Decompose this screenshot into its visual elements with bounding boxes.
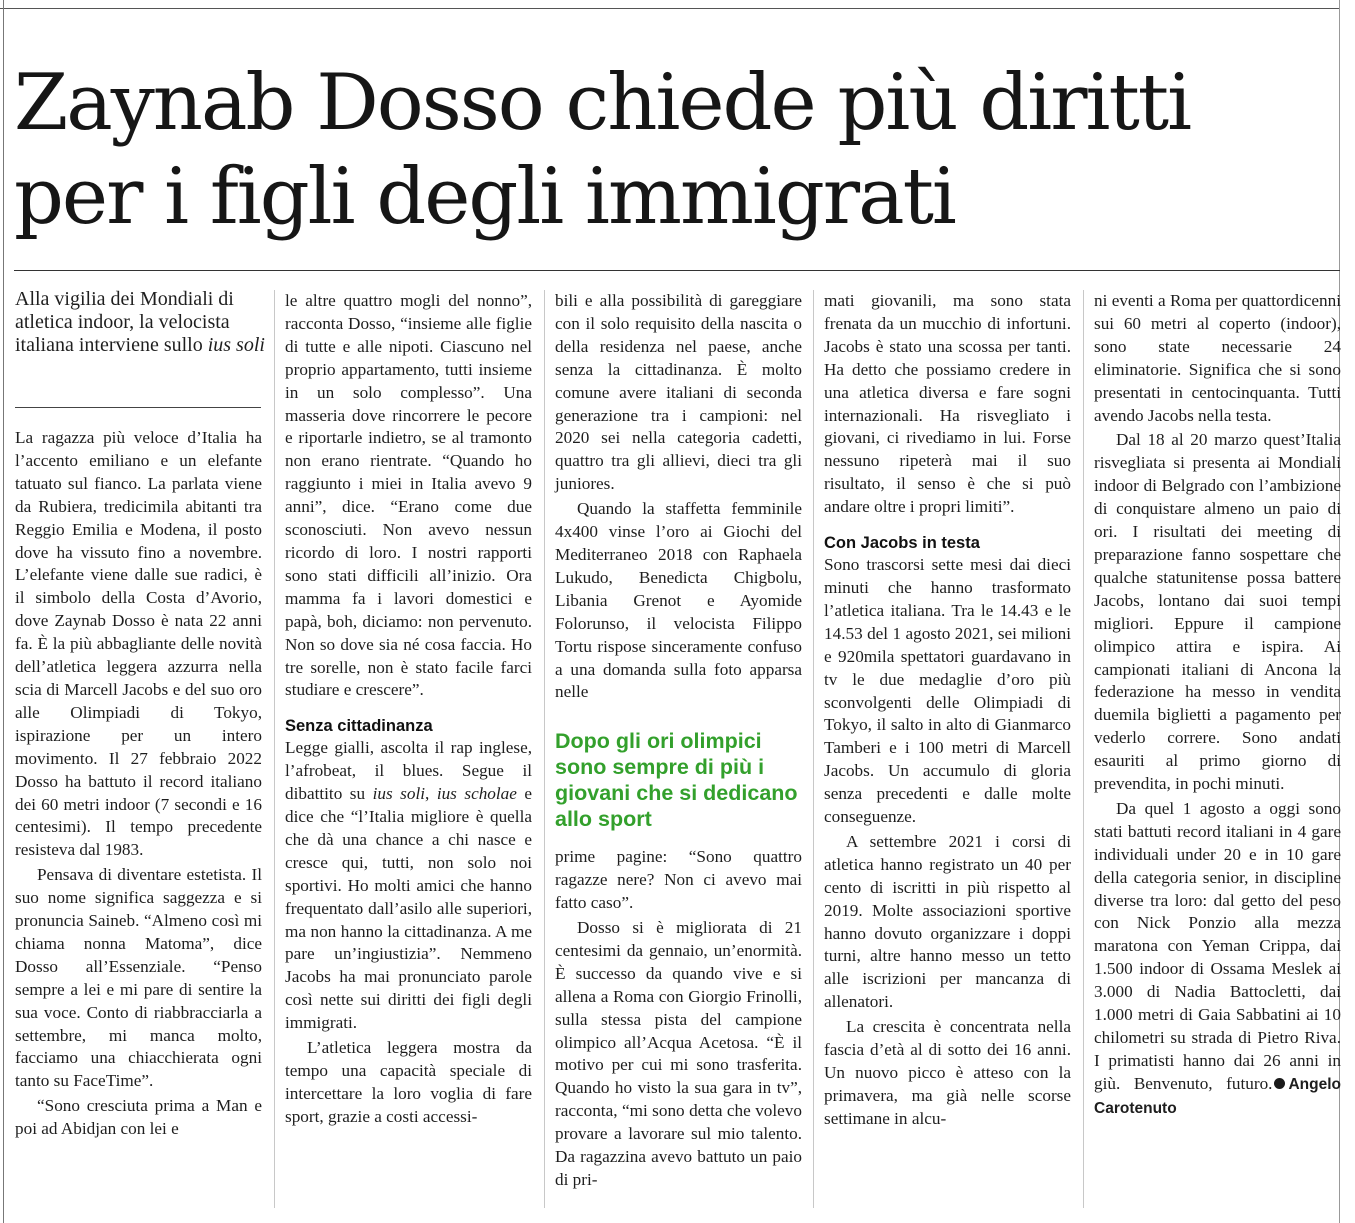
text-run: Da quel 1 agosto a oggi sono stati battuti record italiani in 4 gare individuali under 20 e in 10 gare della categoria senior, in discipline diverse tra loro: dal getto del peso con Nick Ponzio alla mezza maratona con Yeman Crippa, dai 1.500 indoor di Ossama Meslek ai 3.000 di Nadia Battocletti, dai 1.000 metri di Gaia Sabbatini ai 10 chilometri su strada di Pietro Riva. I primatisti hanno dai 26 anni in giù. Benvenuto, futuro.	[1094, 798, 1341, 1093]
paragraph: bili e alla possibilità di gareggiare con il solo requisito della nascita o della residenza nel paese, anche senza la cittadinanza. È molto comune avere italiani di seconda generazione tra i campioni: nel 2020 sei nella categoria cadetti, quattro tra gli allievi, dieci tra gli juniores.	[555, 291, 802, 494]
page-left-border	[3, 0, 4, 1223]
byline-dot-icon	[1274, 1078, 1285, 1089]
paragraph: Pensava di diventare estetista. Il suo nome significa saggezza e si pronuncia Saineb. “Almeno così mi chiama nonna Matoma”, dice Dosso all’Essenziale. “Penso sempre a lei e mi pare di sentire la sua voce. Conto di riabbracciarla a settembre, mi manca molto, facciamo una chiacchierata ogni tanto su FaceTime”.	[15, 865, 262, 1091]
section-heading: Senza cittadinanza	[285, 717, 433, 736]
italic-term: ius scholae	[436, 784, 517, 804]
paragraph: A settembre 2021 i corsi di atletica hanno registrato un 40 per cento di iscritti in più rispetto al 2019. Molte associazioni sportive hanno dovuto organizzare i doppi turni, altre hanno messo un tetto alle iscrizioni per mancanza di allenatori.	[824, 831, 1071, 1012]
article-column-4	[824, 290, 1071, 1131]
paragraph	[285, 737, 532, 1035]
paragraph: Dal 18 al 20 marzo quest’Italia risvegliata si presenta ai Mondiali indoor di Belgrado con l’ambizione di conquistare almeno un paio di ori. I risultati dei meeting di preparazione fanno sospettare che qualche statunitense possa battere Jacobs, lontano dai suoi tempi migliori. Eppure il campione olimpico attira e ispira. Ai campionati italiani di Ancona la federazione ha messo in vendita duemila biglietti a pagamento per vederlo correre. Sono andati esauriti al primo giorno di prevendita, in pochi minuti.	[1094, 430, 1341, 794]
article-column-2	[285, 290, 532, 1129]
section-heading: Con Jacobs in testa	[824, 534, 980, 553]
paragraph: prime pagine: “Sono quattro ragazze nere? Non ci avevo mai fatto caso”.	[555, 847, 802, 913]
page-top-border	[0, 8, 1340, 9]
italic-term: ius soli	[372, 784, 425, 804]
text-run: ,	[425, 784, 437, 804]
deck-italic: ius soli	[207, 334, 265, 356]
paragraph: La crescita è concentrata nella fascia d’età al di sotto dei 16 anni. Un nuovo picco è atteso con la primavera, ma già nelle scorse settimane in alcu-	[824, 1017, 1071, 1128]
byline: Angelo Carotenuto	[1094, 1075, 1341, 1117]
headline-line-2: per i figli degli immigrati	[14, 152, 955, 242]
paragraph: Sono trascorsi sette mesi dai dieci minuti che hanno trasformato l’atletica italiana. Tra le 14.43 e le 14.53 del 1 agosto 2021, sei milioni e 920mila spettatori guardavano in tv le due medaglie d’oro più sconvolgenti delle Olimpiadi di Tokyo, il salto in alto di Gianmarco Tamberi e i 100 metri di Marcell Jacobs. Un accumulo di gloria senza precedenti e dalle molte conseguenze.	[824, 555, 1071, 827]
headline-line-1: Zaynab Dosso chiede più diritti	[14, 58, 1191, 148]
paragraph: “Sono cresciuta prima a Man e poi ad Abidjan con lei e	[15, 1096, 262, 1139]
paragraph: mati giovanili, ma sono stata frenata da un mucchio di infortuni. Jacobs è stato una scossa per tanti. Ha detto che possiamo credere in una atletica diversa e fare sogni internazionali. Ha risvegliato i giovani, ci rivediamo in lui. Forse nessuno ripeterà mai il suo risultato, il senso è che si può andare oltre i propri limiti”.	[824, 291, 1071, 517]
paragraph: ni eventi a Roma per quattordicenni sui 60 metri al coperto (indoor), sono state necessarie 24 eliminatorie. Significa che si sono presentati in centocinquanta. Tutti avendo Jacobs nella testa.	[1094, 291, 1341, 425]
deck	[15, 288, 265, 357]
text-run: Legge gialli, ascolta il rap inglese, l’afrobeat, il blues. Segue il dibattito su	[285, 738, 532, 804]
article-column-1	[15, 427, 262, 1141]
headline	[14, 56, 1314, 244]
paragraph: Dosso si è migliorata di 21 centesimi da gennaio, un’enormità. È successo da quando vive e si allena a Roma con Giorgio Frinolli, sulla stessa pista del campione olimpico all’Acqua Acetosa. “È il motivo per cui mi sono trasferita. Quando ho visto la sua gara in tv”, racconta, “mi sono detta che volevo provare a lavorare sul mio talento. Da ragazzina avevo battuto un paio di pri-	[555, 918, 802, 1189]
pull-quote: Dopo gli ori olimpici sono sempre di più i giovani che si dedicano allo sport	[555, 729, 798, 832]
paragraph: La ragazza più veloce d’Italia ha l’accento emiliano e un elefante tatuato sul fianco. La parlata viene da Rubiera, tredicimila abitanti tra Reggio Emilia e Modena, il posto dove ha vissuto fino a novembre. L’elefante viene dalle sue radici, è il simbolo della Costa d’Avorio, dove Zaynab Dosso è nata 22 anni fa. È la più abbagliante delle novità dell’atletica leggera azzurra nella scia di Marcell Jacobs e del suo oro alle Olimpiadi di Tokyo, ispirazione per un intero movimento. Il 27 febbraio 2022 Dosso ha battuto il record italiano dei 60 metri indoor (7 secondi e 16 centesimi). Il tempo precedente resisteva dal 1983.	[15, 428, 262, 860]
deck-divider	[15, 407, 261, 408]
paragraph: le altre quattro mogli del nonno”, racconta Dosso, “insieme alle figlie di tutte e alle nipoti. Ciascuno nel proprio appartamento, tutti insieme in un solo complesso”. Una masseria dove rincorrere le pecore e riportarle indietro, se al tramonto non erano rientrate. “Quando ho raggiunto i miei in Italia avevo 9 anni”, dice. “Erano come due sconosciuti. Non avevo nessun ricordo di loro. I nostri rapporti sono stati difficili all’inizio. Ora mamma fa i lavori domestici e papà, boh, diciamo: non pervenuto. Non so dove sia né cosa faccia. Ho tre sorelle, non è stato facile farci studiare e crescere”.	[285, 291, 532, 700]
deck-text: Alla vigilia dei Mondiali di atletica indoor, la velocista italiana interviene sullo	[15, 288, 234, 356]
headline-divider	[14, 270, 1340, 271]
paragraph-final	[1094, 798, 1341, 1121]
paragraph: Quando la staffetta femminile 4x400 vinse l’oro ai Giochi del Mediterraneo 2018 con Raphaela Lukudo, Benedicta Chigbolu, Libania Grenot e Ayomide Folorunso, il velocista Filippo Tortu rispose sinceramente confuso a una domanda sulla foto apparsa nelle	[555, 499, 802, 702]
column-divider	[544, 290, 545, 1208]
text-run: e dice che “l’Italia migliore è quella che dà una chance a chi nasce e cresce qui, tutti, non solo noi sportivi. Ho molti amici che hanno frequentato dall’asilo alle superiori, ma non hanno la cittadinanza. A me pare un’ingiustizia”. Nemmeno Jacobs ha mai pronunciato parole così nette sui diritti dei figli degli immigrati.	[285, 784, 533, 1033]
article-column-5	[1094, 290, 1341, 1121]
column-divider	[1083, 290, 1084, 1208]
paragraph: L’atletica leggera mostra da tempo una capacità speciale di intercettare la loro voglia di fare sport, grazie a costi accessi-	[285, 1038, 532, 1126]
article-column-3	[555, 290, 802, 1192]
column-divider	[274, 290, 275, 1208]
column-divider	[813, 290, 814, 1208]
